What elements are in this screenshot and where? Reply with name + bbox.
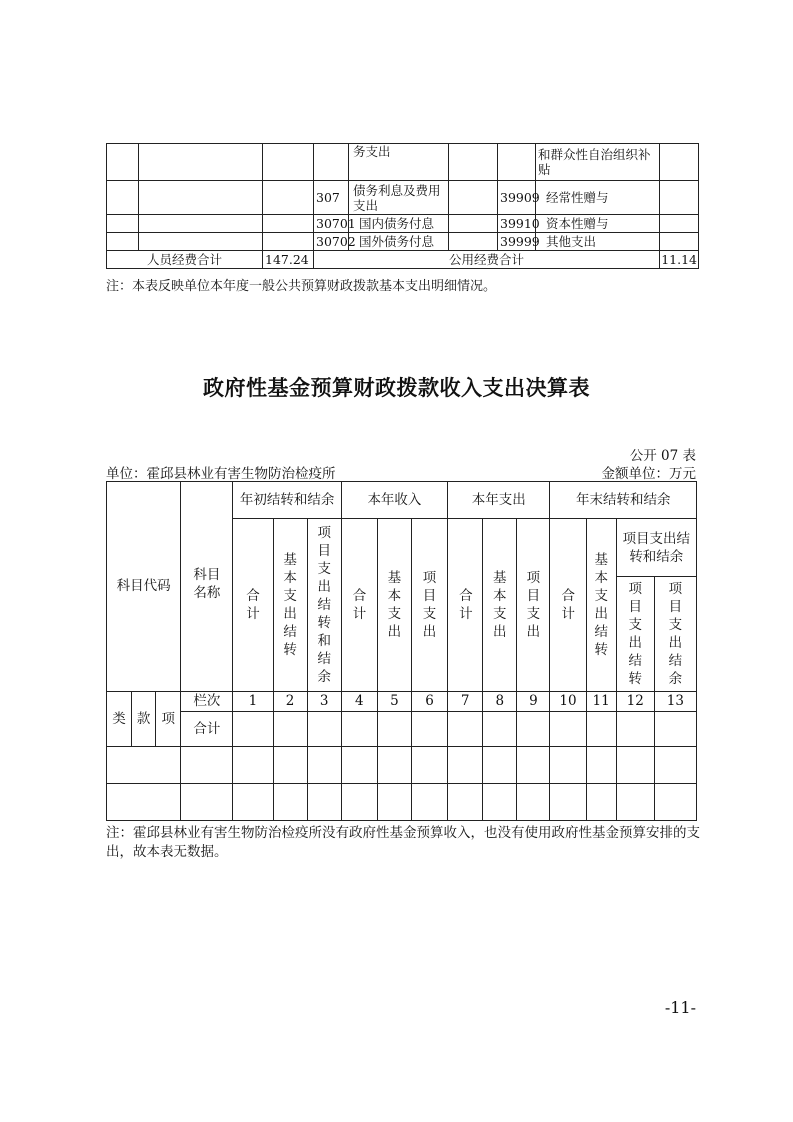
cell [654,784,696,821]
cell [550,712,586,747]
column-number: 13 [654,692,696,712]
header-ending-balance: 年末结转和结余 [550,482,697,519]
cell [263,233,314,251]
cell [449,181,498,215]
cell [273,747,307,784]
fund-budget-table [106,481,697,821]
header-project-carryover-balance: 项目支出结转和结余 [616,519,696,577]
header-section: 款 [132,692,156,747]
cell: 39910 [498,215,536,233]
header-total: 合计 [341,519,377,692]
cell [107,181,139,215]
cell: 30702 [314,233,349,251]
cell [107,215,139,233]
cell [586,712,616,747]
cell [341,747,377,784]
cell [139,215,263,233]
header-total: 合计 [550,519,586,692]
total-label: 合计 [181,712,233,747]
cell [616,712,654,747]
personnel-total-value: 147.24 [263,251,314,269]
header-project-carryover: 项目支出结转 [616,577,654,692]
basic-expenditure-table-continuation [106,143,699,269]
cell [307,747,341,784]
cell [483,747,517,784]
table-note: 注：霍邱县林业有害生物防治检疫所没有政府性基金预算收入，也没有使用政府性基金预算安排的支出，故本表无数据。 [106,825,700,860]
amount-unit-label: 金额单位：万元 [601,466,696,482]
cell [263,215,314,233]
cell [263,144,314,181]
column-number: 7 [448,692,483,712]
cell: 其他支出 [536,233,660,251]
cell [377,747,411,784]
table-row [107,181,699,215]
cell [483,784,517,821]
column-number: 3 [307,692,341,712]
cell [263,181,314,215]
header-total: 合计 [448,519,483,692]
column-number: 5 [377,692,411,712]
cell [498,144,536,181]
cell [449,233,498,251]
cell [449,144,498,181]
cell [181,784,233,821]
cell: 经常性赠与 [536,181,660,215]
column-number: 1 [233,692,273,712]
header-row-1 [107,482,697,519]
cell [341,784,377,821]
unit-label: 单位：霍邱县林业有害生物防治检疫所 [106,466,336,482]
table-note: 注：本表反映单位本年度一般公共预算财政拨款基本支出明细情况。 [106,279,497,294]
cell: 30701 [314,215,349,233]
cell: 39999 [498,233,536,251]
cell [139,181,263,215]
cell [273,784,307,821]
column-number: 6 [411,692,447,712]
cell [139,233,263,251]
cell [654,712,696,747]
header-current-income: 本年收入 [341,482,447,519]
header-project-expense: 项目支出 [517,519,550,692]
column-number: 2 [273,692,307,712]
cell [517,747,550,784]
header-current-expense: 本年支出 [448,482,550,519]
cell: 307 [314,181,349,215]
header-basic-carryover: 基本支出结转 [273,519,307,692]
cell [411,747,447,784]
table-row [107,144,699,181]
header-subject-name: 科目名称 [181,482,233,692]
header-total: 合计 [233,519,273,692]
page-title: 政府性基金预算财政拨款收入支出决算表 [203,376,590,400]
cell [411,712,447,747]
column-number-row [107,692,697,712]
cell [411,784,447,821]
cell [107,747,181,784]
form-number: 公开 07 表 [629,448,696,464]
cell [550,784,586,821]
cell [448,747,483,784]
cell [377,712,411,747]
cell: 国外债务付息 [349,233,449,251]
header-basic-carryover: 基本支出结转 [586,519,616,692]
total-row [107,712,697,747]
header-item: 项 [156,692,181,747]
cell [233,712,273,747]
table-row [107,233,699,251]
public-total-label: 公用经费合计 [314,251,660,269]
cell [586,784,616,821]
cell [273,712,307,747]
cell [483,712,517,747]
column-number: 9 [517,692,550,712]
cell [517,784,550,821]
totals-row [107,251,699,269]
cell [233,747,273,784]
cell [314,144,349,181]
cell: 39909 [498,181,536,215]
cell [107,784,181,821]
header-basic-expense: 基本支出 [483,519,517,692]
cell [341,712,377,747]
column-number: 11 [586,692,616,712]
header-project-carryover-balance: 项目支出结转和结余 [307,519,341,692]
header-subject-code: 科目代码 [107,482,181,692]
header-beginning-balance: 年初结转和结余 [233,482,341,519]
cell [660,215,699,233]
cell [616,784,654,821]
cell [307,784,341,821]
table-row [107,784,697,821]
cell [616,747,654,784]
column-number: 8 [483,692,517,712]
header-project-expense: 项目支出 [411,519,447,692]
cell [233,784,273,821]
cell [139,144,263,181]
cell [377,784,411,821]
cell [654,747,696,784]
cell [660,233,699,251]
cell [448,784,483,821]
cell [448,712,483,747]
cell [181,747,233,784]
column-number: 12 [616,692,654,712]
cell: 务支出 [349,144,449,181]
cell [586,747,616,784]
cell [449,215,498,233]
header-project-balance: 项目支出结余 [654,577,696,692]
column-number: 4 [341,692,377,712]
cell [660,181,699,215]
page-number: -11- [664,998,696,1017]
cell [107,144,139,181]
table-row [107,747,697,784]
header-basic-expense: 基本支出 [377,519,411,692]
cell [660,144,699,181]
personnel-total-label: 人员经费合计 [107,251,263,269]
cell [517,712,550,747]
cell [107,233,139,251]
cell: 债务利息及费用支出 [349,181,449,215]
public-total-value: 11.14 [661,252,697,267]
table-row [107,215,699,233]
cell [550,747,586,784]
column-number: 10 [550,692,586,712]
cell: 和群众性自治组织补贴 [536,144,660,181]
cell [307,712,341,747]
cell: 国内债务付息 [349,215,449,233]
header-category: 类 [107,692,132,747]
column-number-label: 栏次 [181,692,233,712]
cell: 资本性赠与 [536,215,660,233]
